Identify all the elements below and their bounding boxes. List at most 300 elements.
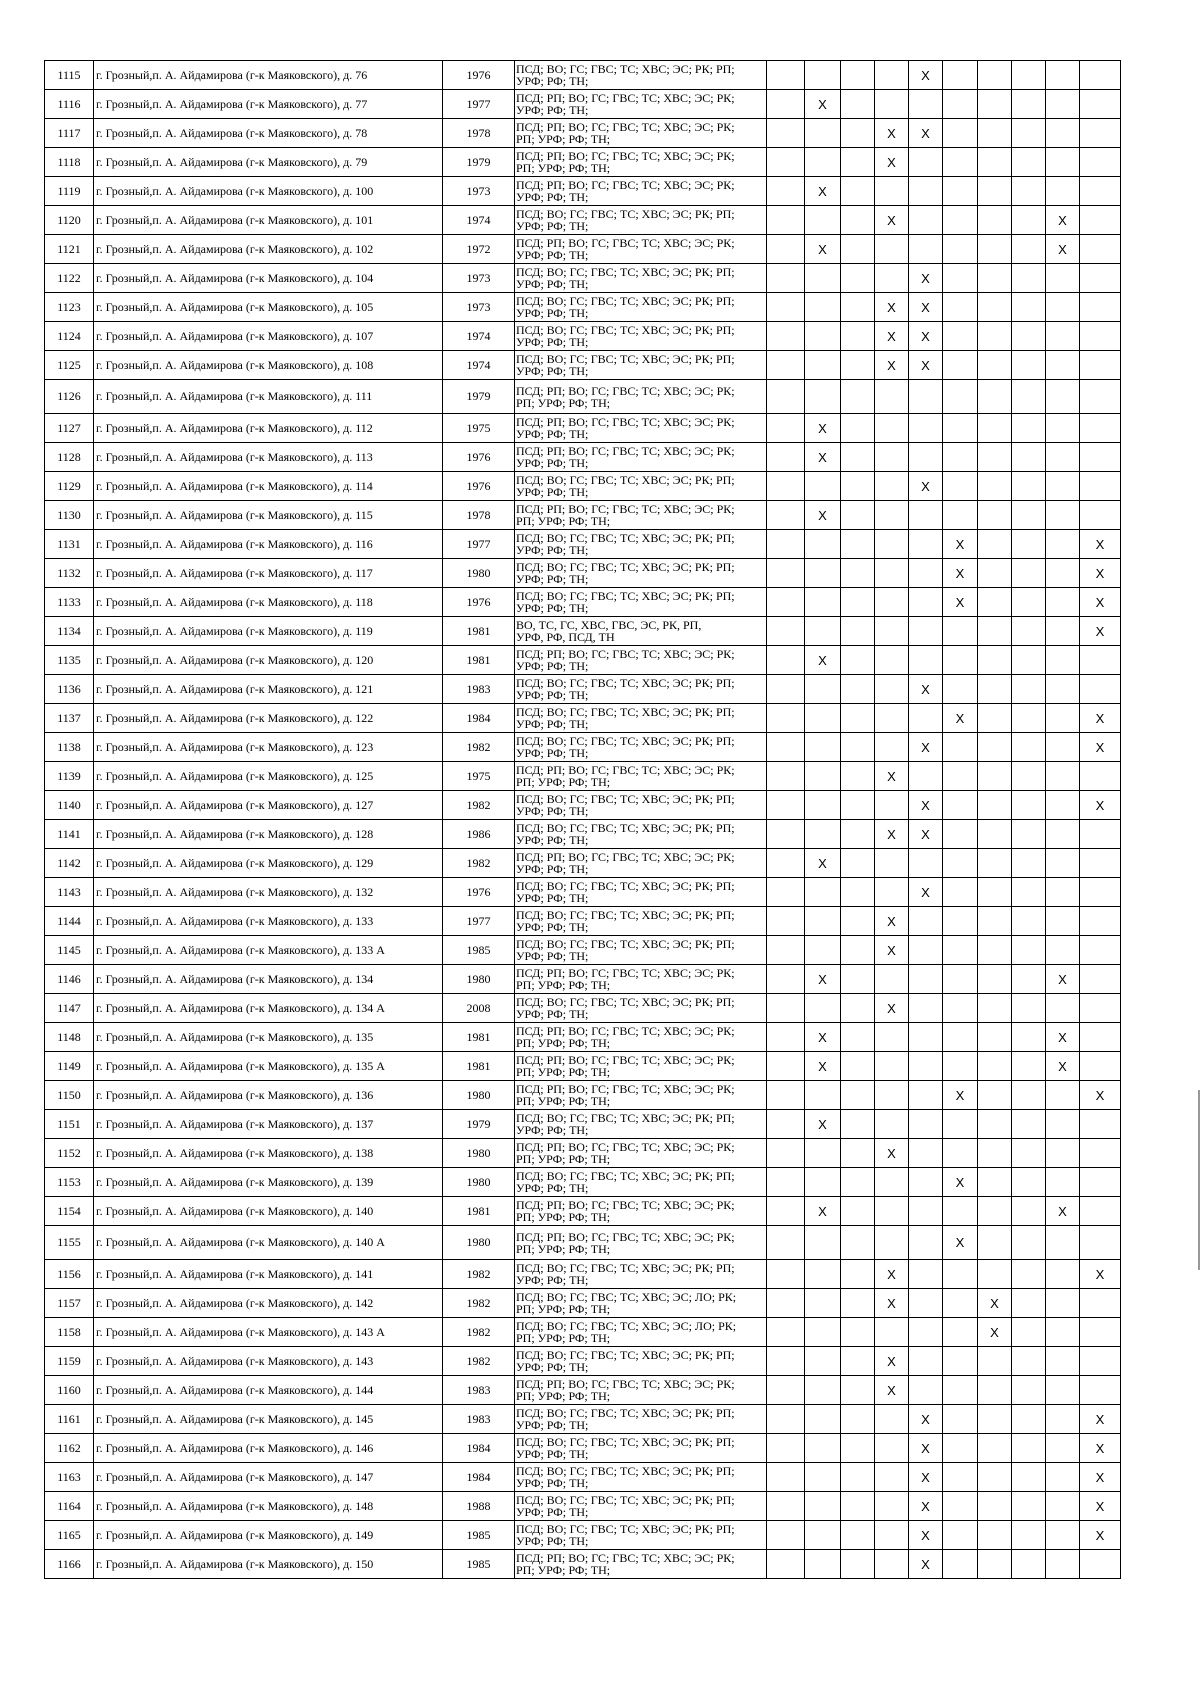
mark-cell	[805, 559, 841, 588]
mark-cell	[943, 791, 978, 820]
works-list	[515, 322, 767, 351]
mark-cell	[943, 1550, 978, 1579]
mark-x: X	[1080, 1405, 1121, 1434]
works-line: ПСД; ВО; ГС; ГВС; ТС; ХВС; ЭС; РК; РП;	[516, 937, 735, 951]
row-number: 1166	[45, 1550, 94, 1579]
mark-cell	[1046, 1434, 1080, 1463]
mark-cell	[943, 293, 978, 322]
mark-cell	[805, 878, 841, 907]
mark-cell	[841, 1052, 875, 1081]
mark-cell	[875, 90, 909, 119]
works-list	[515, 1260, 767, 1289]
mark-x: X	[805, 177, 841, 206]
works-line: УРФ; РФ; ТН;	[516, 485, 589, 499]
table-row	[45, 501, 1121, 530]
build-year: 1983	[443, 1376, 515, 1405]
mark-cell	[1080, 1347, 1121, 1376]
mark-cell	[1080, 472, 1121, 501]
mark-cell	[767, 965, 805, 994]
build-year: 1973	[443, 264, 515, 293]
mark-cell	[943, 1289, 978, 1318]
mark-x: X	[875, 351, 909, 380]
mark-cell	[875, 1168, 909, 1197]
works-list	[515, 965, 767, 994]
document-sheet	[44, 60, 1121, 1579]
build-year: 1976	[443, 61, 515, 90]
mark-cell	[1046, 762, 1080, 791]
building-address: г. Грозный,п. А. Айдамирова (г-к Маяковского), д. 137	[94, 1110, 443, 1139]
mark-cell	[1012, 646, 1046, 675]
build-year: 1981	[443, 1197, 515, 1226]
mark-cell	[1046, 704, 1080, 733]
building-address: г. Грозный,п. А. Айдамирова (г-к Маяковского), д. 114	[94, 472, 443, 501]
mark-cell	[943, 119, 978, 148]
mark-cell	[978, 1347, 1012, 1376]
works-line: ПСД; РП; ВО; ГС; ГВС; ТС; ХВС; ЭС; РК;	[516, 647, 735, 661]
mark-cell	[875, 878, 909, 907]
mark-cell	[978, 820, 1012, 849]
table-row	[45, 1376, 1121, 1405]
row-number: 1129	[45, 472, 94, 501]
building-address: г. Грозный,п. А. Айдамирова (г-к Маяковского), д. 136	[94, 1081, 443, 1110]
mark-cell	[978, 907, 1012, 936]
mark-cell	[943, 936, 978, 965]
mark-cell	[1080, 1139, 1121, 1168]
mark-x: X	[875, 820, 909, 849]
mark-cell	[767, 820, 805, 849]
works-line: ПСД; РП; ВО; ГС; ГВС; ТС; ХВС; ЭС; РК;	[516, 1140, 735, 1154]
row-number: 1125	[45, 351, 94, 380]
mark-cell	[1080, 1052, 1121, 1081]
mark-cell	[805, 1168, 841, 1197]
row-number: 1148	[45, 1023, 94, 1052]
mark-cell	[1012, 1023, 1046, 1052]
table-row	[45, 1081, 1121, 1110]
works-line: ПСД; РП; ВО; ГС; ГВС; ТС; ХВС; ЭС; РК;	[516, 236, 735, 250]
mark-cell	[875, 1463, 909, 1492]
mark-cell	[1012, 1081, 1046, 1110]
mark-cell	[841, 1260, 875, 1289]
works-line: УРФ; РФ; ТН;	[516, 1447, 589, 1461]
row-number: 1135	[45, 646, 94, 675]
works-list	[515, 675, 767, 704]
row-number: 1138	[45, 733, 94, 762]
mark-cell	[909, 1081, 943, 1110]
mark-cell	[805, 1139, 841, 1168]
row-number: 1117	[45, 119, 94, 148]
mark-cell	[805, 1318, 841, 1347]
mark-x: X	[909, 733, 943, 762]
works-list	[515, 820, 767, 849]
mark-x: X	[978, 1318, 1012, 1347]
works-line: УРФ; РФ; ТН;	[516, 1476, 589, 1490]
mark-cell	[909, 1110, 943, 1139]
mark-cell	[841, 1081, 875, 1110]
mark-cell	[1046, 322, 1080, 351]
mark-cell	[767, 148, 805, 177]
building-address: г. Грозный,п. А. Айдамирова (г-к Маяковского), д. 145	[94, 1405, 443, 1434]
table-row	[45, 90, 1121, 119]
works-list	[515, 1318, 767, 1347]
mark-cell	[943, 235, 978, 264]
mark-cell	[1080, 675, 1121, 704]
works-line: УРФ; РФ; ТН;	[516, 1505, 589, 1519]
mark-x: X	[943, 1168, 978, 1197]
works-line: ПСД; РП; ВО; ГС; ГВС; ТС; ХВС; ЭС; РК;	[516, 1082, 735, 1096]
works-line: УРФ; РФ; ТН;	[516, 862, 589, 876]
mark-cell	[978, 206, 1012, 235]
building-address: г. Грозный,п. А. Айдамирова (г-к Маяковского), д. 146	[94, 1434, 443, 1463]
mark-cell	[978, 617, 1012, 646]
row-number: 1115	[45, 61, 94, 90]
mark-x: X	[1046, 1197, 1080, 1226]
building-address: г. Грозный,п. А. Айдамирова (г-к Маяковского), д. 123	[94, 733, 443, 762]
mark-cell	[841, 1492, 875, 1521]
mark-cell	[767, 443, 805, 472]
building-address: г. Грозный,п. А. Айдамирова (г-к Маяковского), д. 129	[94, 849, 443, 878]
works-line: РП; УРФ; РФ; ТН;	[516, 1389, 611, 1403]
mark-cell	[943, 994, 978, 1023]
build-year: 1983	[443, 1405, 515, 1434]
building-address: г. Грозный,п. А. Айдамирова (г-к Маяковского), д. 119	[94, 617, 443, 646]
table-row	[45, 617, 1121, 646]
mark-cell	[1012, 380, 1046, 414]
mark-x: X	[909, 322, 943, 351]
mark-cell	[978, 322, 1012, 351]
mark-cell	[841, 1226, 875, 1260]
table-row	[45, 936, 1121, 965]
mark-cell	[841, 1110, 875, 1139]
mark-cell	[978, 849, 1012, 878]
mark-x: X	[909, 878, 943, 907]
mark-cell	[1012, 907, 1046, 936]
mark-x: X	[805, 849, 841, 878]
mark-cell	[841, 351, 875, 380]
mark-cell	[1046, 351, 1080, 380]
mark-cell	[1046, 1492, 1080, 1521]
mark-cell	[841, 907, 875, 936]
mark-cell	[1080, 1168, 1121, 1197]
mark-cell	[1046, 414, 1080, 443]
works-list	[515, 61, 767, 90]
works-list	[515, 907, 767, 936]
table-row	[45, 177, 1121, 206]
works-line: УРФ; РФ; ТН;	[516, 456, 589, 470]
mark-cell	[841, 264, 875, 293]
building-address: г. Грозный,п. А. Айдамирова (г-к Маяковского), д. 101	[94, 206, 443, 235]
mark-cell	[805, 936, 841, 965]
building-address: г. Грозный,п. А. Айдамирова (г-к Маяковского), д. 132	[94, 878, 443, 907]
mark-cell	[1012, 472, 1046, 501]
mark-cell	[978, 530, 1012, 559]
table-row	[45, 472, 1121, 501]
mark-cell	[875, 791, 909, 820]
works-line: ПСД; ВО; ГС; ГВС; ТС; ХВС; ЭС; РК; РП;	[516, 1169, 735, 1183]
mark-cell	[909, 559, 943, 588]
works-line: ПСД; ВО; ГС; ГВС; ТС; ХВС; ЭС; РК; РП;	[516, 473, 735, 487]
mark-cell	[875, 559, 909, 588]
mark-cell	[943, 380, 978, 414]
works-line: ПСД; ВО; ГС; ГВС; ТС; ХВС; ЭС; РК; РП;	[516, 676, 735, 690]
building-address: г. Грозный,п. А. Айдамирова (г-к Маяковского), д. 104	[94, 264, 443, 293]
mark-cell	[1012, 414, 1046, 443]
mark-cell	[1080, 414, 1121, 443]
build-year: 1977	[443, 907, 515, 936]
works-line: УРФ; РФ; ТН;	[516, 427, 589, 441]
mark-cell	[1080, 849, 1121, 878]
mark-cell	[1012, 322, 1046, 351]
mark-cell	[767, 380, 805, 414]
mark-cell	[805, 351, 841, 380]
mark-x: X	[875, 936, 909, 965]
mark-cell	[943, 849, 978, 878]
mark-cell	[805, 264, 841, 293]
works-line: РП; УРФ; РФ; ТН;	[516, 1563, 611, 1577]
mark-cell	[767, 907, 805, 936]
mark-cell	[875, 1405, 909, 1434]
build-year: 1984	[443, 1434, 515, 1463]
mark-cell	[943, 820, 978, 849]
mark-cell	[1012, 1110, 1046, 1139]
mark-cell	[909, 235, 943, 264]
mark-cell	[875, 414, 909, 443]
row-number: 1121	[45, 235, 94, 264]
building-address: г. Грозный,п. А. Айдамирова (г-к Маяковского), д. 115	[94, 501, 443, 530]
works-line: ПСД; РП; ВО; ГС; ГВС; ТС; ХВС; ЭС; РК;	[516, 502, 735, 516]
mark-cell	[767, 1550, 805, 1579]
mark-cell	[841, 1550, 875, 1579]
mark-cell	[1046, 443, 1080, 472]
mark-x: X	[909, 351, 943, 380]
mark-cell	[767, 1405, 805, 1434]
mark-cell	[1046, 1168, 1080, 1197]
works-line: ПСД; ВО; ГС; ГВС; ТС; ХВС; ЭС; РК; РП;	[516, 1464, 735, 1478]
mark-cell	[841, 1521, 875, 1550]
works-line: УРФ; РФ; ТН;	[516, 335, 589, 349]
row-number: 1156	[45, 1260, 94, 1289]
housing-registry-table	[44, 60, 1121, 1579]
build-year: 1978	[443, 501, 515, 530]
mark-cell	[805, 1463, 841, 1492]
mark-x: X	[909, 1550, 943, 1579]
mark-cell	[805, 380, 841, 414]
row-number: 1155	[45, 1226, 94, 1260]
mark-cell	[841, 820, 875, 849]
works-line: РП; УРФ; РФ; ТН;	[516, 514, 611, 528]
works-line: ПСД; ВО; ГС; ГВС; ТС; ХВС; ЭС; РК; РП;	[516, 908, 735, 922]
table-row	[45, 1168, 1121, 1197]
mark-cell	[978, 380, 1012, 414]
build-year: 1979	[443, 380, 515, 414]
table-row	[45, 994, 1121, 1023]
mark-cell	[805, 1434, 841, 1463]
mark-cell	[1080, 1226, 1121, 1260]
mark-x: X	[1080, 1521, 1121, 1550]
mark-cell	[767, 1226, 805, 1260]
mark-cell	[1046, 849, 1080, 878]
build-year: 1974	[443, 351, 515, 380]
works-line: ПСД; РП; ВО; ГС; ГВС; ТС; ХВС; ЭС; РК;	[516, 120, 735, 134]
works-list	[515, 559, 767, 588]
mark-cell	[1080, 443, 1121, 472]
table-row	[45, 119, 1121, 148]
works-line: УРФ; РФ; ТН;	[516, 891, 589, 905]
building-address: г. Грозный,п. А. Айдамирова (г-к Маяковского), д. 127	[94, 791, 443, 820]
works-list	[515, 1463, 767, 1492]
mark-x: X	[805, 501, 841, 530]
build-year: 1984	[443, 704, 515, 733]
mark-cell	[943, 1434, 978, 1463]
works-line: ПСД; ВО; ГС; ГВС; ТС; ХВС; ЭС; РК; РП;	[516, 1111, 735, 1125]
mark-cell	[1046, 1139, 1080, 1168]
mark-cell	[1046, 1376, 1080, 1405]
building-address: г. Грозный,п. А. Айдамирова (г-к Маяковского), д. 148	[94, 1492, 443, 1521]
mark-cell	[1046, 1463, 1080, 1492]
table-row	[45, 1318, 1121, 1347]
works-list	[515, 148, 767, 177]
works-line: ПСД; ВО; ГС; ГВС; ТС; ХВС; ЭС; РК; РП;	[516, 879, 735, 893]
works-line: ПСД; ВО; ГС; ГВС; ТС; ХВС; ЭС; РК; РП;	[516, 589, 735, 603]
table-row	[45, 820, 1121, 849]
mark-cell	[1012, 559, 1046, 588]
mark-cell	[1012, 994, 1046, 1023]
table-row	[45, 1052, 1121, 1081]
building-address: г. Грозный,п. А. Айдамирова (г-к Маяковского), д. 120	[94, 646, 443, 675]
works-list	[515, 733, 767, 762]
works-list	[515, 1289, 767, 1318]
mark-cell	[943, 762, 978, 791]
building-address: г. Грозный,п. А. Айдамирова (г-к Маяковского), д. 102	[94, 235, 443, 264]
mark-cell	[978, 646, 1012, 675]
mark-cell	[767, 1376, 805, 1405]
build-year: 1976	[443, 878, 515, 907]
mark-x: X	[875, 322, 909, 351]
mark-cell	[767, 90, 805, 119]
mark-cell	[978, 1550, 1012, 1579]
mark-cell	[943, 1318, 978, 1347]
works-line: РП; УРФ; РФ; ТН;	[516, 1065, 611, 1079]
table-row	[45, 322, 1121, 351]
mark-cell	[1080, 206, 1121, 235]
mark-cell	[909, 177, 943, 206]
table-row	[45, 1023, 1121, 1052]
mark-cell	[1046, 588, 1080, 617]
mark-cell	[978, 1463, 1012, 1492]
mark-cell	[1046, 559, 1080, 588]
mark-x: X	[875, 1289, 909, 1318]
row-number: 1144	[45, 907, 94, 936]
building-address: г. Грозный,п. А. Айдамирова (г-к Маяковского), д. 135 А	[94, 1052, 443, 1081]
table-row	[45, 704, 1121, 733]
mark-cell	[909, 762, 943, 791]
mark-cell	[943, 1376, 978, 1405]
mark-cell	[1012, 293, 1046, 322]
mark-cell	[978, 704, 1012, 733]
works-line: РП; УРФ; РФ; ТН;	[516, 132, 611, 146]
works-list	[515, 119, 767, 148]
works-list	[515, 1081, 767, 1110]
mark-cell	[1012, 177, 1046, 206]
mark-cell	[909, 965, 943, 994]
build-year: 1980	[443, 1139, 515, 1168]
mark-cell	[943, 965, 978, 994]
building-address: г. Грозный,п. А. Айдамирова (г-к Маяковского), д. 133	[94, 907, 443, 936]
works-line: УРФ; РФ; ТН;	[516, 543, 589, 557]
works-line: УРФ; РФ; ТН;	[516, 1360, 589, 1374]
mark-cell	[1080, 936, 1121, 965]
mark-cell	[1080, 762, 1121, 791]
mark-cell	[978, 675, 1012, 704]
mark-cell	[978, 61, 1012, 90]
works-line: ПСД; РП; ВО; ГС; ГВС; ТС; ХВС; ЭС; РК;	[516, 383, 735, 398]
works-line: ВО, ТС, ГС, ХВС, ГВС, ЭС, РК, РП,	[516, 618, 702, 632]
build-year: 1974	[443, 322, 515, 351]
mark-x: X	[805, 1110, 841, 1139]
mark-cell	[1012, 501, 1046, 530]
mark-cell	[1046, 791, 1080, 820]
mark-cell	[978, 1081, 1012, 1110]
works-line: ПСД; ВО; ГС; ГВС; ТС; ХВС; ЭС; ЛО; РК;	[516, 1290, 737, 1304]
row-number: 1123	[45, 293, 94, 322]
mark-cell	[1012, 849, 1046, 878]
table-row	[45, 1521, 1121, 1550]
mark-cell	[805, 762, 841, 791]
mark-x: X	[909, 1521, 943, 1550]
table-row	[45, 1405, 1121, 1434]
works-line: ПСД; ВО; ГС; ГВС; ТС; ХВС; ЭС; РК; РП;	[516, 207, 735, 221]
build-year: 1977	[443, 530, 515, 559]
mark-cell	[805, 907, 841, 936]
works-line: РП; УРФ; РФ; ТН;	[516, 1210, 611, 1224]
mark-x: X	[805, 1197, 841, 1226]
mark-cell	[978, 1110, 1012, 1139]
mark-cell	[841, 380, 875, 414]
table-row	[45, 762, 1121, 791]
build-year: 1988	[443, 1492, 515, 1521]
mark-cell	[841, 206, 875, 235]
building-address: г. Грозный,п. А. Айдамирова (г-к Маяковского), д. 107	[94, 322, 443, 351]
mark-cell	[875, 1197, 909, 1226]
works-line: РП; УРФ; РФ; ТН;	[516, 161, 611, 175]
mark-cell	[943, 1463, 978, 1492]
mark-cell	[875, 501, 909, 530]
build-year: 1979	[443, 148, 515, 177]
mark-x: X	[1080, 588, 1121, 617]
works-line: ПСД; РП; ВО; ГС; ГВС; ТС; ХВС; ЭС; РК;	[516, 1198, 735, 1212]
table-row	[45, 264, 1121, 293]
mark-cell	[805, 617, 841, 646]
mark-cell	[875, 443, 909, 472]
mark-cell	[767, 1318, 805, 1347]
building-address: г. Грозный,п. А. Айдамирова (г-к Маяковского), д. 134	[94, 965, 443, 994]
works-line: УРФ; РФ; ТН;	[516, 103, 589, 117]
row-number: 1133	[45, 588, 94, 617]
works-line: ПСД; РП; ВО; ГС; ГВС; ТС; ХВС; ЭС; РК;	[516, 1229, 735, 1244]
mark-cell	[875, 177, 909, 206]
mark-cell	[1080, 380, 1121, 414]
mark-cell	[943, 1110, 978, 1139]
table-row	[45, 733, 1121, 762]
mark-cell	[1080, 878, 1121, 907]
works-line: ПСД; ВО; ГС; ГВС; ТС; ХВС; ЭС; РК; РП;	[516, 560, 735, 574]
build-year: 1981	[443, 617, 515, 646]
mark-cell	[805, 293, 841, 322]
works-list	[515, 1521, 767, 1550]
works-line: УРФ; РФ; ТН;	[516, 1273, 589, 1287]
row-number: 1151	[45, 1110, 94, 1139]
mark-cell	[767, 414, 805, 443]
mark-cell	[1012, 351, 1046, 380]
